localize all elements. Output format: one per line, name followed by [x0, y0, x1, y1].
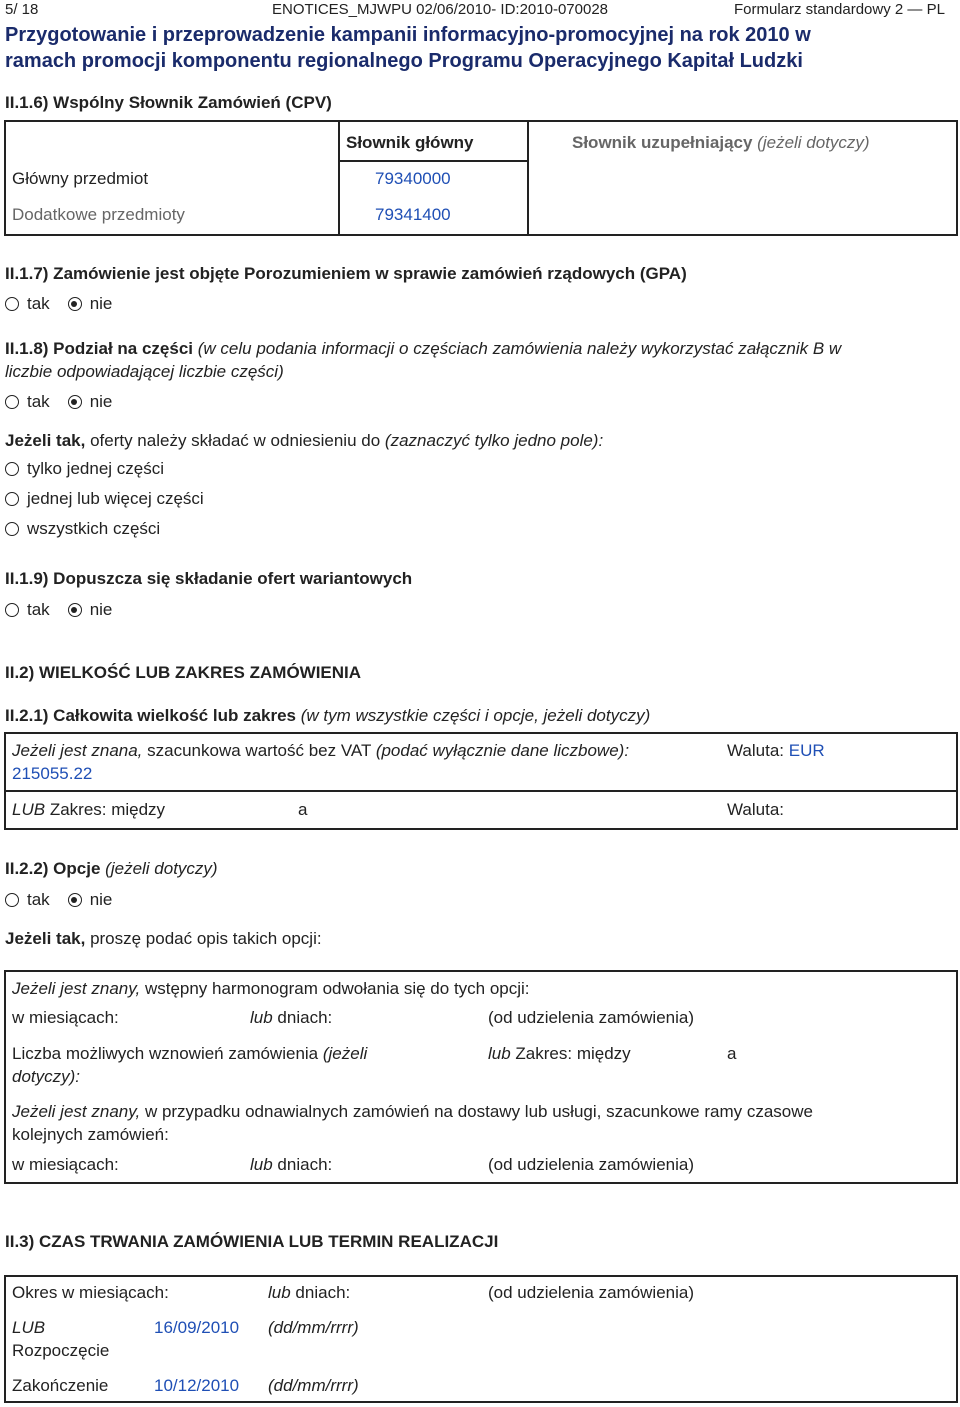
duration-heading: II.3) CZAS TRWANIA ZAMÓWIENIA LUB TERMIN REALIZACJI [5, 1232, 499, 1251]
duration-start-label: Rozpoczęcie [12, 1341, 110, 1360]
parts-heading-note: (w celu podania informacji o częściach zamówienia należy wykorzystać załącznik B w [197, 339, 842, 358]
parts-heading-note-2: liczbie odpowiadającej liczbie części) [5, 362, 284, 381]
duration-from-award: (od udzielenia zamówienia) [488, 1283, 695, 1302]
cpv-col-main: Słownik główny [346, 133, 474, 152]
cpv-additional-label: Dodatkowe przedmioty [12, 205, 185, 224]
duration-lub: lub [268, 1283, 291, 1302]
scope-value: 215055.22 [12, 764, 93, 783]
options-months-2: w miesiącach: [12, 1155, 119, 1174]
options-renew-note-2: dotyczy): [12, 1067, 81, 1086]
notice-title-line1: Przygotowanie i przeprowadzenie kampanii informacyjno-promocyjnej na rok 2010 w [5, 24, 811, 46]
gpa-no-label: nie [89, 294, 113, 313]
options-renew-label: Liczba możliwych wznowień zamówienia [12, 1044, 319, 1063]
parts-option-single-radio[interactable] [5, 462, 19, 476]
scope-heading: II.2) WIELKOŚĆ LUB ZAKRES ZAMÓWIENIA [5, 663, 362, 682]
options-renewable-text-2: kolejnych zamówień: [12, 1125, 169, 1144]
page-number: 5/ 18 [5, 1, 39, 18]
options-lub: lub [250, 1008, 273, 1027]
scope-sub-note: (w tym wszystkie części i opcje, jeżeli dotyczy) [300, 706, 651, 725]
options-days: dniach: [277, 1008, 333, 1027]
duration-days: dniach: [295, 1283, 351, 1302]
cpv-heading: II.1.6) Wspólny Słownik Zamówień (CPV) [5, 93, 332, 112]
parts-option-multi-radio[interactable] [5, 492, 19, 506]
options-renew-note: (jeżeli [322, 1044, 368, 1063]
cpv-col-supp: Słownik uzupełniający [572, 133, 753, 152]
parts-if-text: oferty należy składać w odniesieniu do [90, 431, 381, 450]
variants-yes-label: tak [27, 600, 50, 619]
scope-known-it: Jeżeli jest znana, [12, 741, 143, 760]
options-radio-yes[interactable] [5, 893, 19, 907]
scope-range-text: Zakres: między [49, 800, 166, 819]
duration-end-label: Zakończenie [12, 1376, 109, 1395]
duration-end-format: (dd/mm/rrrr) [268, 1376, 359, 1395]
gpa-yes-label: tak [27, 294, 50, 313]
duration-lub-2: LUB [12, 1318, 46, 1337]
options-renewable-text: w przypadku odnawialnych zamówień na dostawy lub usługi, szacunkowe ramy czasowe [144, 1102, 813, 1121]
scope-currency: EUR [788, 741, 825, 760]
options-renew-a: a [727, 1044, 737, 1063]
parts-yes-label: tak [27, 392, 50, 411]
parts-option-single: tylko jednej części [27, 459, 165, 478]
variants-heading: II.1.9) Dopuszcza się składanie ofert wariantowych [5, 569, 413, 588]
duration-start-format: (dd/mm/rrrr) [268, 1318, 359, 1337]
gpa-radio-no[interactable] [68, 297, 82, 311]
cpv-additional-code: 79341400 [375, 205, 451, 224]
options-months: w miesiącach: [12, 1008, 119, 1027]
options-heading-note: (jeżeli dotyczy) [105, 859, 218, 878]
options-sched-text: wstępny harmonogram odwołania się do tych opcji: [144, 979, 530, 998]
cpv-col-supp-note: (jeżeli dotyczy) [757, 133, 870, 152]
options-renewable-it: Jeżeli jest znany, [12, 1102, 141, 1121]
options-sched-it: Jeżeli jest znany, [12, 979, 141, 998]
gpa-heading: II.1.7) Zamówienie jest objęte Porozumieniem w sprawie zamówień rządowych (GPA) [5, 264, 687, 283]
cpv-main-code: 79340000 [375, 169, 451, 188]
scope-lub: LUB [12, 800, 46, 819]
options-from-award-2: (od udzielenia zamówienia) [488, 1155, 695, 1174]
options-desc-bold: Jeżeli tak, [5, 929, 86, 948]
options-yes-label: tak [27, 890, 50, 909]
options-renew-lub: lub [488, 1044, 511, 1063]
duration-period: Okres w miesiącach: [12, 1283, 169, 1302]
parts-option-multi: jednej lub więcej części [27, 489, 204, 508]
variants-radio-no[interactable] [68, 603, 82, 617]
gpa-radio-yes[interactable] [5, 297, 19, 311]
variants-radio-yes[interactable] [5, 603, 19, 617]
scope-known-note: (podać wyłącznie dane liczbowe): [375, 741, 630, 760]
parts-no-label: nie [89, 392, 113, 411]
parts-option-all: wszystkich części [27, 519, 161, 538]
scope-known-text: szacunkowa wartość bez VAT [147, 741, 372, 760]
options-from-award: (od udzielenia zamówienia) [488, 1008, 695, 1027]
scope-sub-heading: II.2.1) Całkowita wielkość lub zakres [5, 706, 297, 725]
parts-option-all-radio[interactable] [5, 522, 19, 536]
options-desc-text: proszę podać opis takich opcji: [90, 929, 322, 948]
options-no-label: nie [89, 890, 113, 909]
parts-radio-no[interactable] [68, 395, 82, 409]
scope-currency-label-2: Waluta: [727, 800, 785, 819]
form-name: Formularz standardowy 2 — PL [734, 1, 945, 18]
document-id: ENOTICES_MJWPU 02/06/2010- ID:2010-070028 [272, 1, 608, 18]
parts-radio-yes[interactable] [5, 395, 19, 409]
notice-title-line2: ramach promocji komponentu regionalnego Programu Operacyjnego Kapitał Ludzki [5, 50, 803, 72]
parts-if-note: (zaznaczyć tylko jedno pole): [384, 431, 604, 450]
options-table [4, 970, 958, 1184]
scope-currency-label: Waluta: [727, 741, 785, 760]
options-days-2: dniach: [277, 1155, 333, 1174]
cpv-main-label: Główny przedmiot [12, 169, 149, 188]
duration-start-date: 16/09/2010 [154, 1318, 240, 1337]
parts-if-bold: Jeżeli tak, [5, 431, 86, 450]
scope-range-a: a [298, 800, 308, 819]
variants-no-label: nie [89, 600, 113, 619]
duration-end-date: 10/12/2010 [154, 1376, 240, 1395]
parts-heading: II.1.8) Podział na części [5, 339, 194, 358]
options-lub-2: lub [250, 1155, 273, 1174]
options-renew-range: Zakres: między [515, 1044, 631, 1063]
options-radio-no[interactable] [68, 893, 82, 907]
options-heading: II.2.2) Opcje [5, 859, 101, 878]
